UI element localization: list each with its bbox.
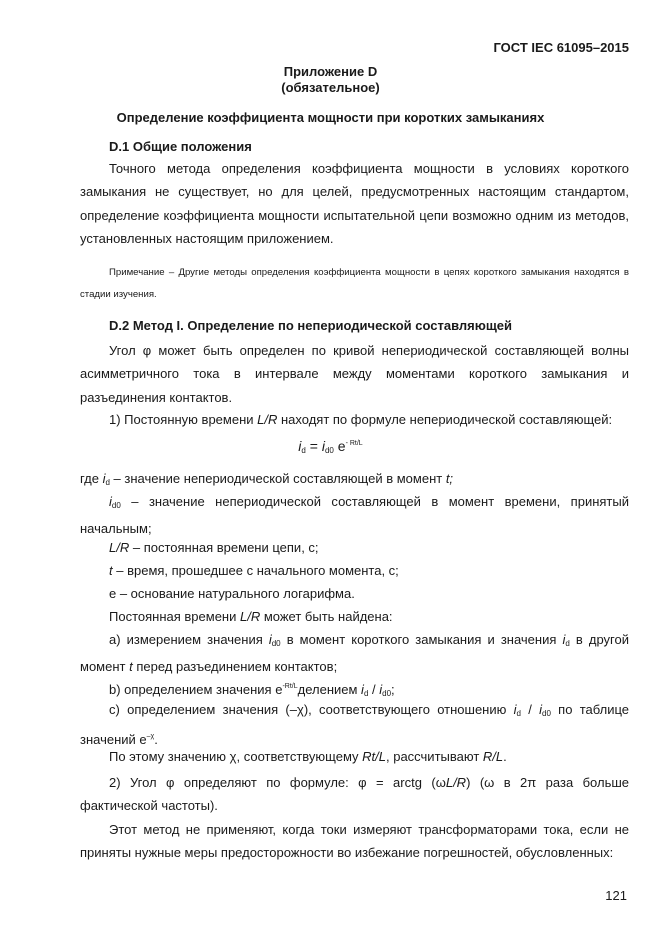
method-b-text-4: ; (391, 682, 395, 697)
method-c-text-2: / (520, 702, 540, 717)
lr-symbol: L/R (109, 540, 130, 555)
chi-text-2: , рассчитывают (386, 749, 483, 764)
step2-paragraph (80, 771, 629, 818)
id0-symbol: i (109, 494, 112, 509)
chi-text-3: . (503, 749, 507, 764)
where-symbol: i (102, 471, 106, 486)
id0-text: – значение непериодической составляющей в момент времени, принятый начальным; (80, 494, 629, 537)
method-b-sub1: d (363, 689, 369, 698)
method-b-sym1: i (361, 682, 364, 697)
appendix-subtitle: (обязательное) (281, 80, 380, 95)
formula-lhs-sub: d (301, 446, 306, 455)
note-text: Примечание – Другие методы определения коэффициента мощности в цепях короткого замыкания находятся в стадии изучения. (80, 267, 629, 300)
step1-tail: находят по формуле непериодической составляющей: (277, 412, 613, 427)
formula-rhs: i (321, 438, 325, 454)
method-c-sub2: d0 (542, 709, 551, 718)
formula-exponent: - Rt/L (345, 440, 363, 447)
step1-text: 1) Постоянную времени (109, 412, 258, 427)
step1-symbol: L/R (257, 412, 278, 427)
method-b-text-1: b) определением значения е (109, 682, 283, 697)
lr-text: – постоянная времени цепи, с; (129, 540, 319, 555)
where-label: где (80, 471, 103, 486)
lr-definition (80, 536, 629, 559)
method-a-text-3: в другой момент (80, 632, 630, 675)
method-c-sub1: d (516, 709, 521, 718)
standard-designation: ГОСТ IEC 61095–2015 (493, 40, 629, 55)
step2-symbol: L/R (445, 775, 467, 790)
chi-text-1: По этому значению χ, соответствующему (109, 749, 363, 764)
t-text: – время, прошедшее с начального момента, с; (112, 563, 399, 578)
section-d1-heading: D.1 Общие положения (109, 139, 252, 154)
method-b-text-2: делением (297, 682, 362, 697)
method-a-sym2: i (562, 632, 566, 647)
section-d1-paragraph: Точного метода определения коэффициента мощности в условиях короткого замыкания не существует, но для целей, предусмотренных настоящим стандартом, определение коэффициента мощности испытательной цепи возможно одним из методов, установленных настоящим приложением. (80, 161, 629, 246)
chi-paragraph (80, 745, 629, 768)
step2-text-2: ) (ω в 2π раза больше фактической частоты). (80, 775, 629, 814)
section-d2-heading: D.2 Метод I. Определение по непериодической составляющей (109, 318, 513, 333)
where-text: – значение непериодической составляющей в момент (109, 471, 446, 486)
method-b-sub2: d0 (382, 689, 392, 698)
formula-equals: = (305, 438, 322, 454)
method-b-exponent: -Rt/L (282, 683, 298, 690)
chi-symbol-2: R/L (482, 749, 504, 764)
method-a-text-2: в момент короткого замыкания и значения (280, 632, 563, 647)
appendix-title: Приложение D (283, 64, 378, 79)
method-c-text-3: по таблице значений е (80, 702, 629, 748)
method-a-t: t (129, 659, 133, 675)
e-definition: е – основание натурального логарифма. (109, 586, 355, 601)
t-definition (80, 559, 629, 582)
method-b-text-3: / (368, 682, 380, 697)
section-d2-intro: Угол φ может быть определен по кривой непериодической составляющей волны асимметричного тока в интервале между моментами короткого замыкания и разъединения контактов. (80, 343, 629, 405)
appendix-heading: Определение коэффициента мощности при коротких замыканиях (116, 110, 545, 125)
formula-lhs: i (298, 438, 302, 454)
step2-text-1: 2) Угол φ определяют по формуле: φ = arctg (ω (109, 775, 446, 790)
method-a-text-1: а) измерением значения (109, 632, 269, 647)
method-c-sym1: i (513, 702, 517, 717)
id0-definition (80, 490, 629, 541)
time-constant-methods (80, 605, 629, 628)
page-number: 121 (605, 888, 627, 903)
method-c-text-1: с) определением значения (–χ), соответствующего отношению (109, 702, 514, 717)
method-c-exponent: –χ (146, 733, 155, 741)
t-symbol: t (109, 563, 113, 578)
methods-text-2: может быть найдена: (260, 609, 393, 624)
method-a-sub2: d (565, 639, 570, 648)
method-c-text-4: . (154, 732, 158, 748)
final-paragraph: Этот метод не применяют, когда токи измеряют трансформаторами тока, если не приняты нужные меры предосторожности во избежание погрешностей, обусловленных: (80, 822, 629, 861)
method-a (80, 628, 629, 679)
method-c-sym2: i (539, 702, 543, 717)
formula-rhs-sub: d0 (324, 446, 334, 455)
method-c (80, 698, 629, 752)
id0-sub: d0 (111, 501, 121, 510)
method-a-text-4: перед разъединением контактов; (132, 659, 338, 675)
formula-exp-base: e (333, 438, 346, 454)
method-a-sub1: d0 (271, 639, 281, 648)
formula-aperiodic-component (0, 438, 661, 455)
section-d1-note (80, 262, 629, 306)
methods-symbol: L/R (239, 609, 261, 624)
method-a-sym1: i (268, 632, 272, 647)
step1-paragraph (80, 408, 629, 431)
where-t: t; (445, 471, 454, 486)
methods-text-1: Постоянная времени (109, 609, 240, 624)
where-sub: d (105, 478, 110, 487)
method-b-sym2: i (379, 682, 383, 697)
chi-symbol: Rt/L (362, 749, 386, 764)
